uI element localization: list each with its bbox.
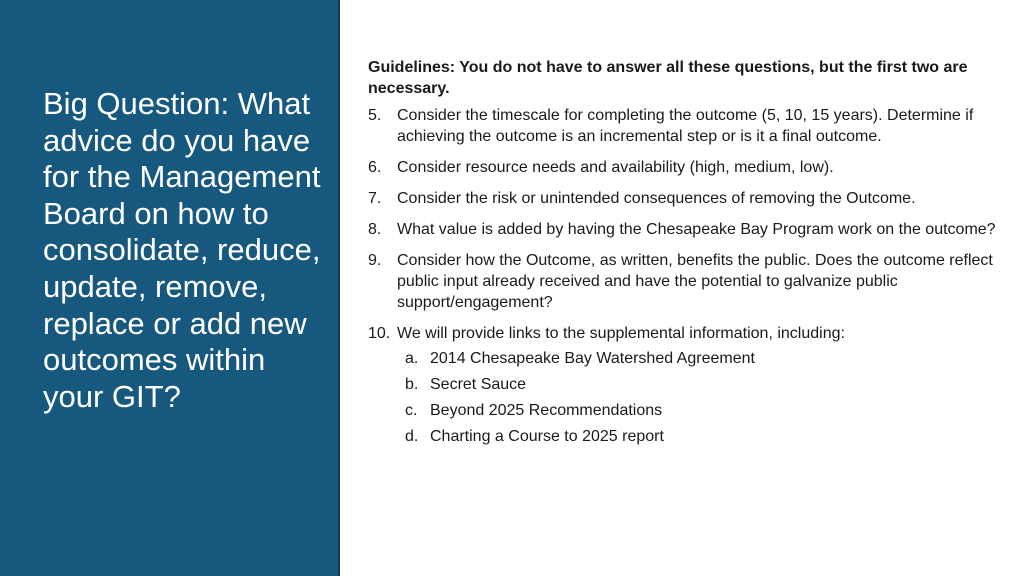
item-number: 9.: [368, 252, 382, 269]
sub-item-text: Charting a Course to 2025 report: [430, 428, 664, 445]
item-number: 8.: [368, 221, 382, 238]
sub-item-text: 2014 Chesapeake Bay Watershed Agreement: [430, 350, 755, 367]
sub-item-text: Beyond 2025 Recommendations: [430, 402, 663, 419]
item-number: 6.: [368, 159, 382, 176]
sub-item-letter: a.: [405, 350, 419, 367]
item-number: 7.: [368, 190, 382, 207]
sub-item-text: Secret Sauce: [430, 376, 527, 393]
item-text: Consider how the Outcome, as written, benefits the public. Does the outcome reflect public input already received and have the potential to galvanize public support/engagement?: [397, 252, 993, 311]
sub-item-letter: b.: [405, 376, 419, 393]
left-panel: [0, 0, 340, 576]
list-item: [368, 157, 1008, 178]
list-item: [368, 219, 1008, 240]
list-item: [368, 188, 1008, 209]
big-question: Big Question: What advice do you have for the Management Board on how to consolidate, reduce, update, remove, replace or add new outcomes within your GIT?: [43, 86, 321, 414]
sub-list-item: [405, 348, 1008, 369]
supplemental-list: [397, 348, 1008, 447]
list-item: [368, 250, 1008, 313]
list-item: [368, 105, 1008, 147]
sub-list-item: [405, 374, 1008, 395]
item-text: Consider the timescale for completing the outcome (5, 10, 15 years). Determine if achieving the outcome is an incremental step or is it a final outcome.: [397, 107, 974, 145]
item-number: 10.: [368, 325, 391, 342]
item-text: We will provide links to the supplemental information, including:: [397, 325, 845, 342]
sub-list-item: [405, 426, 1008, 447]
item-text: Consider resource needs and availability (high, medium, low).: [397, 159, 834, 176]
item-number: 5.: [368, 107, 382, 124]
guidelines-heading: Guidelines: You do not have to answer all these questions, but the first two are necessary.: [368, 59, 968, 97]
item-text: What value is added by having the Chesapeake Bay Program work on the outcome?: [397, 221, 996, 238]
sub-item-letter: d.: [405, 428, 419, 445]
sub-item-letter: c.: [405, 402, 418, 419]
guidelines-content: [368, 57, 1008, 462]
list-item: [368, 323, 1008, 452]
question-list: [368, 105, 1008, 452]
sub-list-item: [405, 400, 1008, 421]
item-text: Consider the risk or unintended consequences of removing the Outcome.: [397, 190, 916, 207]
